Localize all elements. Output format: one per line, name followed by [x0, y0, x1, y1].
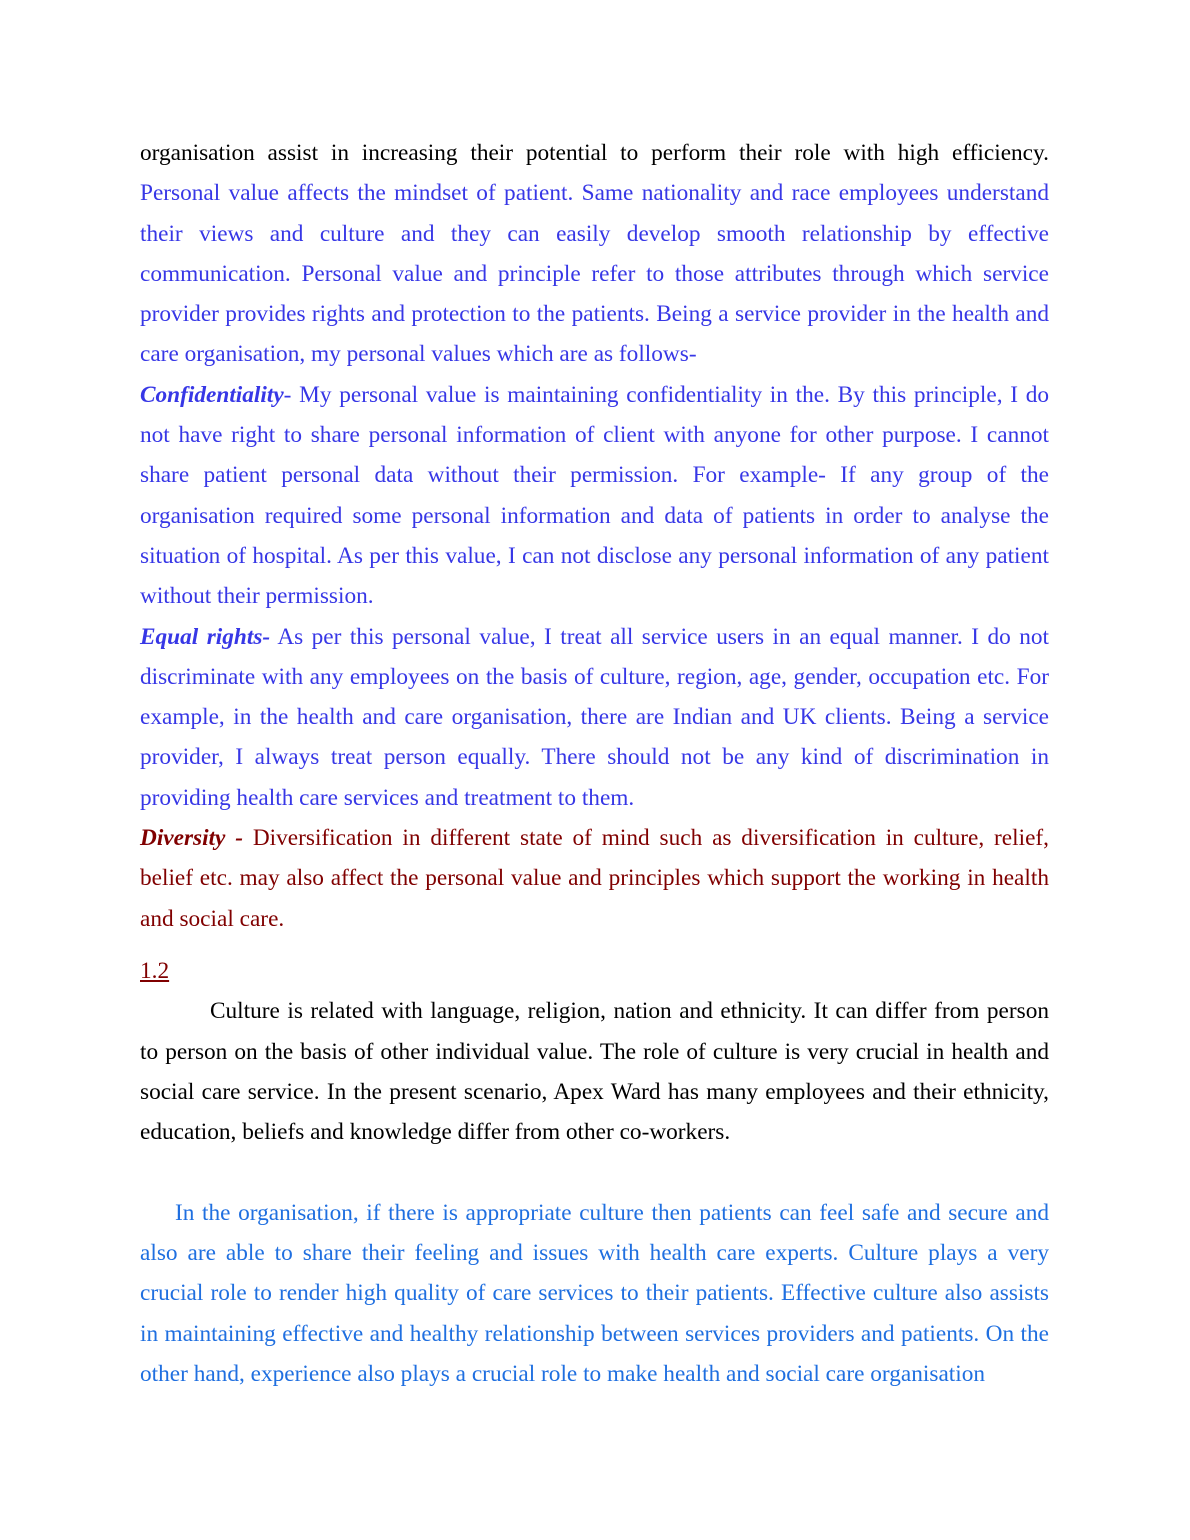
intro-black-text: organisation assist in increasing their potential to perform their role with high efficiency. — [140, 140, 1049, 166]
document-page — [140, 133, 1049, 1394]
organisation-culture-paragraph: In the organisation, if there is appropriate culture then patients can feel safe and secure and also are able to share their feeling and issues with health care experts. Culture plays a very crucial role to render high quality of care services to their patients. Effective culture also assists in maintaining effective and healthy relationship between services providers and patients. On the other hand, experience also plays a crucial role to make health and social care organisation — [140, 1199, 1049, 1387]
equal-rights-paragraph — [140, 617, 1049, 818]
section-heading — [140, 951, 1049, 991]
confidentiality-term: Confidentiality — [140, 381, 284, 408]
blank-line — [140, 1152, 1049, 1192]
confidentiality-text: - My personal value is maintaining confidentiality in the. By this principle, I do not have right to share personal information of client with anyone for other purpose. I cannot share patient personal data without their permission. For example- If any group of the organisation required some personal information and data of patients in order to analyse the situation of hospital. As per this value, I can not disclose any personal information of any patient without their permission. — [140, 381, 1049, 610]
intro-paragraph — [140, 133, 1049, 375]
equal-rights-text: As per this personal value, I treat all service users in an equal manner. I do not discriminate with any employees on the basis of culture, region, age, gender, occupation etc. For example, in the health and care organisation, there are Indian and UK clients. Being a service provider, I always treat person equally. There should not be any kind of discrimination in providing health care services and treatment to them. — [140, 623, 1049, 811]
confidentiality-paragraph — [140, 375, 1049, 617]
culture-paragraph: Culture is related with language, religion, nation and ethnicity. It can differ from person to person on the basis of other individual value. The role of culture is very crucial in health and social care service. In the present scenario, Apex Ward has many employees and their ethnicity, education, beliefs and knowledge differ from other co-workers. — [140, 998, 1049, 1146]
intro-blue-text: Personal value affects the mindset of patient. Same nationality and race employees understand their views and culture and they can easily develop smooth relationship by effective communication. Personal value and principle refer to those attributes through which service provider provides rights and protection to the patients. Being a service provider in the health and care organisation, my personal values which are as follows- — [140, 180, 1049, 368]
diversity-text: Diversification in different state of mind such as diversification in culture, relief, belief etc. may also affect the personal value and principles which support the working in health and social care. — [140, 825, 1049, 932]
section-number-link[interactable]: 1.2 — [140, 957, 170, 984]
equal-rights-term: Equal rights- — [140, 623, 271, 650]
diversity-paragraph — [140, 818, 1049, 939]
diversity-term: Diversity - — [140, 825, 243, 852]
